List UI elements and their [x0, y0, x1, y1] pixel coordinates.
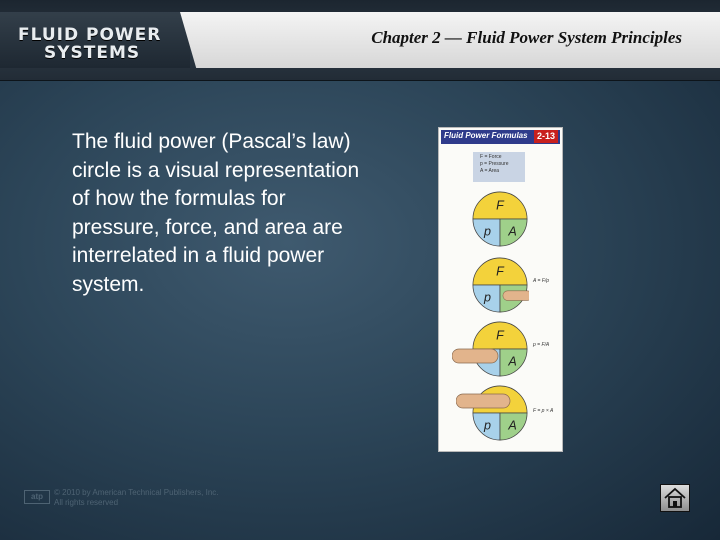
pascal-circle-1 [471, 190, 529, 248]
finger-icon [456, 390, 512, 412]
figure-header [441, 130, 560, 144]
formula-area: A = F/p [533, 278, 550, 284]
copyright-notice [54, 488, 219, 508]
pascal-circle-2 [471, 256, 529, 314]
circle3-letter-f: F [496, 328, 504, 343]
circle3-letter-a: A [508, 354, 517, 369]
logo-line1: FLUID POWER [18, 25, 162, 45]
finger-icon [503, 291, 529, 301]
home-button[interactable] [660, 484, 690, 512]
header-bar [0, 0, 720, 81]
circle1-letter-a: A [508, 224, 517, 239]
circle4-letter-a: A [508, 418, 517, 433]
logo [18, 26, 178, 62]
formula-force: F = p × A [533, 408, 554, 414]
finger-icon [452, 345, 500, 367]
figure-title: Fluid Power Formulas [444, 131, 528, 140]
figure-legend [473, 152, 525, 182]
chapter-title: Chapter 2 — Fluid Power System Principles [371, 28, 682, 47]
legend-pressure: p = Pressure [480, 161, 509, 167]
home-icon [661, 485, 689, 511]
legend-force: F = Force [480, 154, 502, 160]
slide-body-text: The fluid power (Pascal’s law) circle is a visual representation of how the formulas for pressure, force, and area are interrelated in a fluid power system. [72, 130, 360, 296]
circle1-letter-p: p [483, 224, 491, 239]
logo-line2: SYSTEMS [44, 43, 141, 63]
copyright-line2: All rights reserved [54, 498, 119, 507]
circle2-letter-p: p [483, 290, 491, 305]
publisher-logo: atp [24, 490, 50, 504]
figure-number: 2-13 [534, 130, 558, 143]
formula-pressure: p = F/A [533, 342, 550, 348]
circle4-letter-p: p [483, 418, 491, 433]
circle2-letter-f: F [496, 264, 504, 279]
legend-area: A = Area [480, 168, 500, 174]
copyright-line1: © 2010 by American Technical Publishers, Inc. [54, 488, 219, 497]
circle1-letter-f: F [496, 198, 504, 213]
